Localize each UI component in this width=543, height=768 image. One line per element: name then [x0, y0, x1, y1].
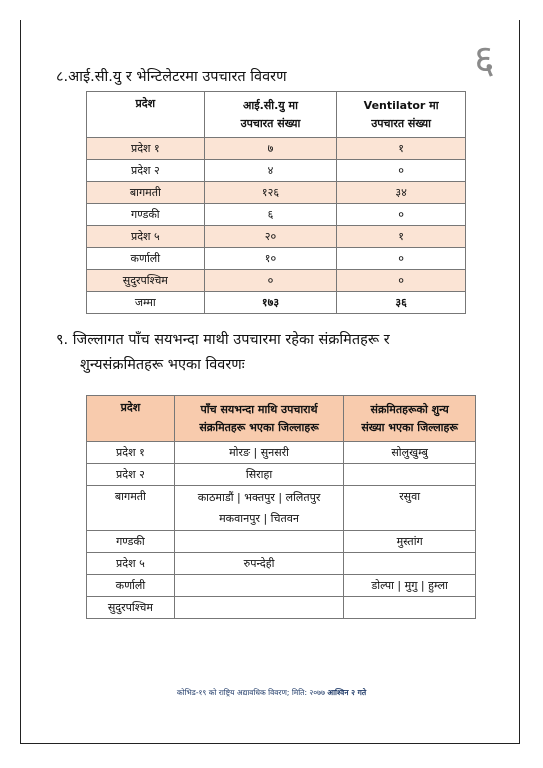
footer-text: कोभिड-१९ को राष्ट्रिय अद्यावधिक विवरण; मिति: २०७७: [176, 688, 328, 697]
total-icu: १७३: [204, 292, 337, 314]
above-500-line: काठमाडौं | भक्तपुर | ललितपुर: [197, 491, 321, 504]
section-9-heading: ९. जिल्लागत पाँच सयभन्दा माथी उपचारमा रहेका संक्रमितहरू र: [56, 332, 390, 348]
table-row: [87, 226, 466, 248]
section-9-heading-line2: शुन्यसंक्रमितहरू भएका विवरणः: [80, 357, 245, 373]
header-ventilator-line: उपचारत संख्या: [371, 116, 432, 130]
table-row: [87, 204, 466, 226]
zero-cases-cell: [344, 553, 476, 575]
table-row: [87, 486, 476, 531]
header-above-500-line: संक्रमितहरू भएका जिल्लाहरू: [199, 420, 319, 434]
header-icu: [204, 92, 337, 138]
ventilator-cell: ०: [337, 204, 466, 226]
above-500-cell: रुपन्देही: [174, 553, 343, 575]
table-row: [87, 270, 466, 292]
header-zero-cases: [344, 396, 476, 442]
header-province: प्रदेश: [87, 396, 175, 442]
table-header-row: [87, 396, 476, 442]
province-cell: प्रदेश ५: [87, 553, 175, 575]
icu-cell: ४: [204, 160, 337, 182]
province-cell: प्रदेश १: [87, 138, 205, 160]
above-500-cell: [174, 486, 343, 531]
zero-cases-cell: [344, 597, 476, 619]
ventilator-cell: १: [337, 226, 466, 248]
zero-cases-cell: डोल्पा | मुगु | हुम्ला: [344, 575, 476, 597]
icu-cell: ०: [204, 270, 337, 292]
table-row: [87, 575, 476, 597]
province-cell: प्रदेश ५: [87, 226, 205, 248]
above-500-line: मकवानपुर | चितवन: [219, 512, 299, 525]
header-zero-cases-line: संख्या भएका जिल्लाहरू: [361, 420, 458, 434]
header-above-500: [174, 396, 343, 442]
icu-cell: ६: [204, 204, 337, 226]
icu-cell: १२६: [204, 182, 337, 204]
province-cell: कर्णाली: [87, 248, 205, 270]
province-cell: प्रदेश २: [87, 464, 175, 486]
province-cell: प्रदेश २: [87, 160, 205, 182]
ventilator-cell: १: [337, 138, 466, 160]
province-cell: कर्णाली: [87, 575, 175, 597]
district-status-table: [86, 395, 476, 619]
total-row: [87, 292, 466, 314]
province-cell: गण्डकी: [87, 531, 175, 553]
icu-cell: १०: [204, 248, 337, 270]
ventilator-cell: ३४: [337, 182, 466, 204]
above-500-cell: सिराहा: [174, 464, 343, 486]
province-cell: सुदुरपश्चिम: [87, 270, 205, 292]
zero-cases-cell: सोलुखुम्बु: [344, 442, 476, 464]
province-cell: बागमती: [87, 486, 175, 531]
table-row: [87, 442, 476, 464]
header-zero-cases-line: संक्रमितहरूको शुन्य: [370, 402, 449, 416]
province-cell: गण्डकी: [87, 204, 205, 226]
province-cell: प्रदेश १: [87, 442, 175, 464]
table-header-row: [87, 92, 466, 138]
above-500-cell: [174, 531, 343, 553]
ventilator-cell: ०: [337, 270, 466, 292]
table-row: [87, 531, 476, 553]
footer-date: आश्विन २ गते: [327, 688, 367, 697]
zero-cases-cell: मुस्तांग: [344, 531, 476, 553]
header-ventilator-line: Ventilator मा: [363, 98, 439, 112]
header-above-500-line: पाँच सयभन्दा माथि उपचारार्थ: [200, 402, 318, 416]
table-row: [87, 464, 476, 486]
page-footer: [0, 688, 543, 698]
table-row: [87, 138, 466, 160]
table-row: [87, 248, 466, 270]
header-province: प्रदेश: [87, 92, 205, 138]
section-8-heading: ८.आई.सी.यु र भेन्टिलेटरमा उपचारत विवरण: [56, 69, 287, 85]
ventilator-cell: ०: [337, 160, 466, 182]
table-row: [87, 597, 476, 619]
total-ventilator: ३६: [337, 292, 466, 314]
zero-cases-cell: [344, 464, 476, 486]
icu-cell: २०: [204, 226, 337, 248]
above-500-cell: [174, 597, 343, 619]
above-500-cell: मोरङ | सुनसरी: [174, 442, 343, 464]
province-cell: बागमती: [87, 182, 205, 204]
table-row: [87, 182, 466, 204]
zero-cases-cell: रसुवा: [344, 486, 476, 531]
province-cell: सुदुरपश्चिम: [87, 597, 175, 619]
header-icu-line: आई.सी.यु मा: [243, 98, 298, 112]
page-number: ६: [474, 37, 495, 83]
table-row: [87, 553, 476, 575]
header-icu-line: उपचारत संख्या: [240, 116, 301, 130]
icu-ventilator-table: [86, 91, 466, 314]
icu-cell: ७: [204, 138, 337, 160]
total-label: जम्मा: [87, 292, 205, 314]
table-row: [87, 160, 466, 182]
ventilator-cell: ०: [337, 248, 466, 270]
header-ventilator: [337, 92, 466, 138]
above-500-cell: [174, 575, 343, 597]
